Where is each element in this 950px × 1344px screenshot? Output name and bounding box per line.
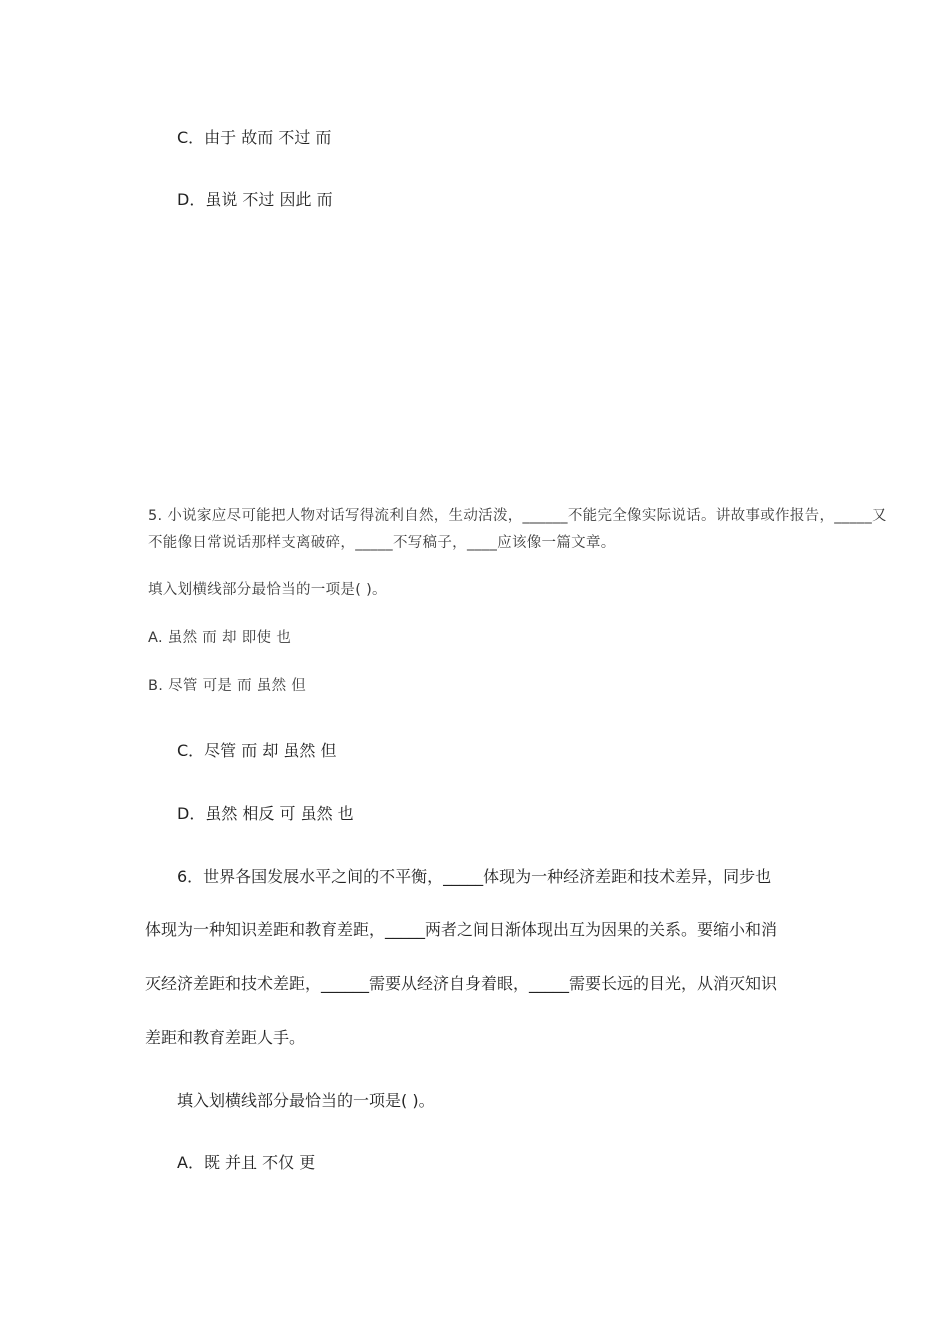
question-6-stem-line-2: 体现为一种知识差距和教育差距，_____两者之间日渐体现出互为因果的关系。要缩小和消 — [145, 920, 778, 939]
question-4-option-c: C．由于 故而 不过 而 — [177, 128, 332, 147]
question-5-option-d: D．虽然 相反 可 虽然 也 — [177, 804, 354, 823]
question-6-stem-line-1: 6．世界各国发展水平之间的不平衡，_____体现为一种经济差距和技术差异，同步也 — [177, 867, 772, 886]
question-6-option-a: A．既 并且 不仅 更 — [177, 1153, 316, 1172]
question-5-stem-line-2: 不能像日常说话那样支离破碎，_____不写稿子，____应该像一篇文章。 — [148, 535, 616, 551]
question-6-stem-line-3: 灭经济差距和技术差距，______需要从经济自身着眼，_____需要长远的目光，从消灭知识 — [145, 974, 778, 993]
question-5-option-c: C．尽管 而 却 虽然 但 — [177, 741, 337, 760]
question-5-stem-line-1: 5. 小说家应尽可能把人物对话写得流利自然，生动活泼，______不能完全像实际说话。讲故事或作报告，_____又 — [148, 508, 887, 524]
question-5-option-a: A. 虽然 而 却 即使 也 — [148, 630, 292, 646]
question-6-stem-line-4: 差距和教育差距人手。 — [145, 1028, 306, 1047]
question-6-prompt: 填入划横线部分最恰当的一项是( )。 — [177, 1091, 435, 1110]
question-5-option-b: B. 尽管 可是 而 虽然 但 — [148, 678, 307, 694]
question-5-prompt: 填入划横线部分最恰当的一项是( )。 — [148, 582, 387, 598]
question-4-option-d: D．虽说 不过 因此 而 — [177, 190, 333, 209]
